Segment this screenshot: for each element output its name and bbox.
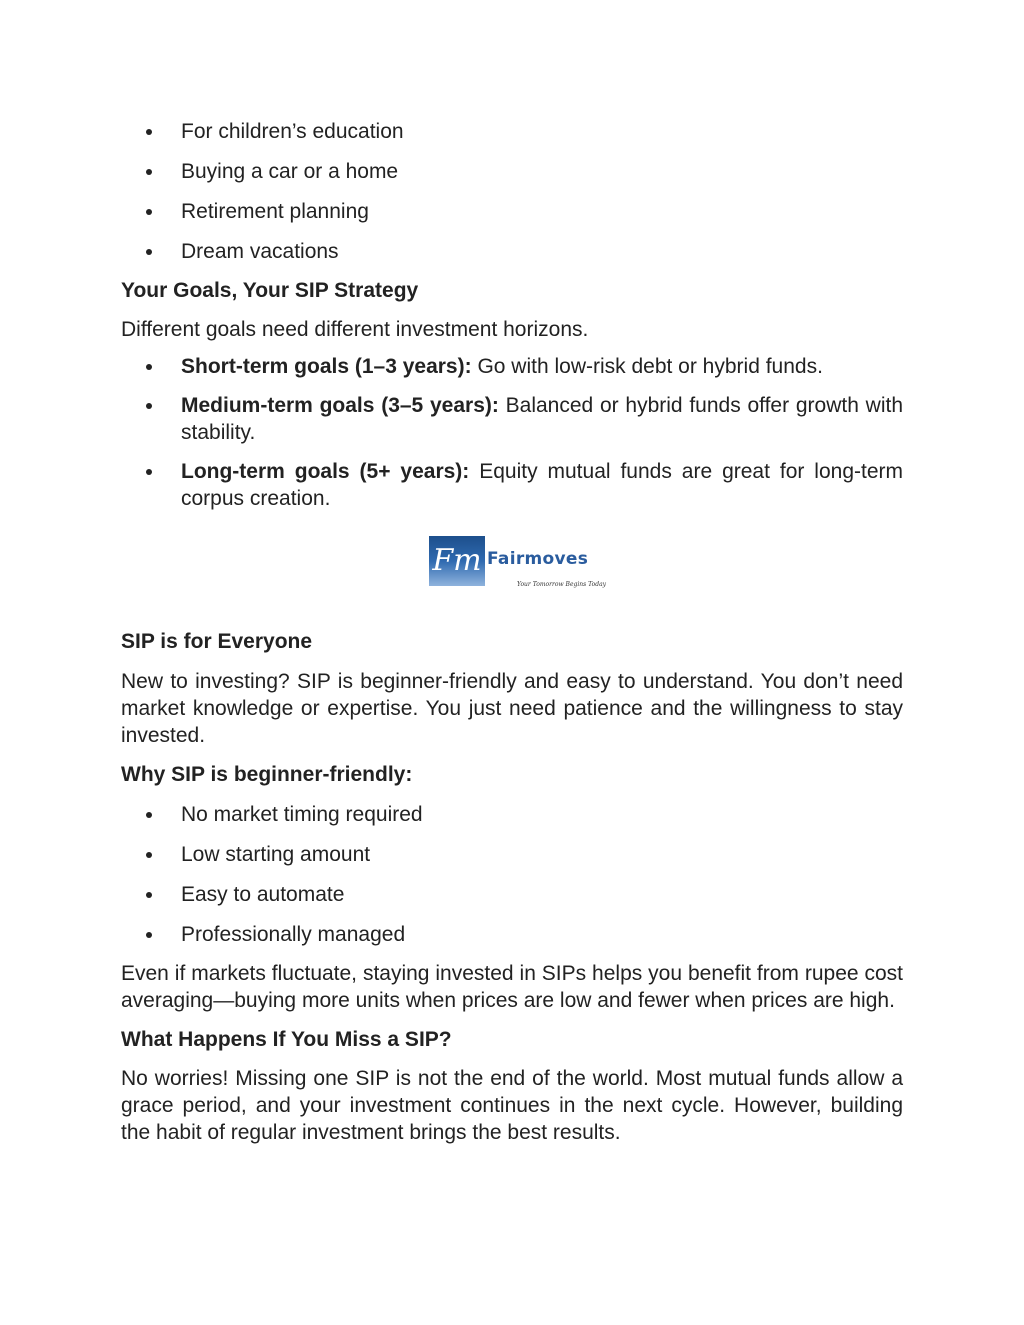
- goals-intro: Different goals need different investment horizons.: [121, 318, 589, 341]
- miss-sip-paragraph: No worries! Missing one SIP is not the end of the world. Most mutual funds allow a grace period, and your investment continues in the next cycle. However, building the habit of regular investment brings the best results.: [121, 1067, 903, 1144]
- list-item: Buying a car or a home: [121, 158, 903, 185]
- list-item: Short-term goals (1–3 years): Go with low-risk debt or hybrid funds.: [121, 353, 903, 380]
- list-item: Easy to automate: [121, 881, 903, 908]
- goal-purpose-list: [121, 118, 903, 265]
- brand-tagline: Your Tomorrow Begins Today: [517, 581, 607, 588]
- list-item: No market timing required: [121, 801, 903, 828]
- heading-miss-sip: What Happens If You Miss a SIP?: [121, 1028, 452, 1051]
- fairmoves-logo: [121, 528, 903, 628]
- document-content: [121, 118, 903, 1146]
- heading-why-beginner-friendly: Why SIP is beginner-friendly:: [121, 763, 413, 786]
- bullet-icon: [146, 812, 152, 818]
- list-item: Medium-term goals (3–5 years): Balanced or hybrid funds offer growth with stability.: [121, 392, 903, 446]
- bullet-icon: [146, 852, 152, 858]
- beginner-friendly-list: [121, 801, 903, 948]
- bullet-icon: [146, 129, 152, 135]
- brand-name: Fairmoves: [487, 549, 589, 569]
- list-item: Retirement planning: [121, 198, 903, 225]
- list-item: For children’s education: [121, 118, 903, 145]
- fluctuate-paragraph: Even if markets fluctuate, staying invested in SIPs helps you benefit from rupee cost averaging—buying more units when prices are low and fewer when prices are high.: [121, 962, 903, 1012]
- bullet-icon: [146, 169, 152, 175]
- bullet-icon: [146, 932, 152, 938]
- list-item: Dream vacations: [121, 238, 903, 265]
- goal-horizon-list: [121, 353, 903, 512]
- bullet-icon: [146, 249, 152, 255]
- bullet-icon: [146, 364, 152, 370]
- bullet-icon: [146, 209, 152, 215]
- heading-sip-for-everyone: SIP is for Everyone: [121, 630, 313, 653]
- bullet-icon: [146, 403, 152, 409]
- everyone-paragraph: New to investing? SIP is beginner-friendly and easy to understand. You don’t need market knowledge or expertise. You just need patience and the willingness to stay invested.: [121, 670, 903, 747]
- bullet-icon: [146, 469, 152, 475]
- heading-goals-strategy: Your Goals, Your SIP Strategy: [121, 279, 419, 302]
- bullet-icon: [146, 892, 152, 898]
- list-item: Long-term goals (5+ years): Equity mutual funds are great for long-term corpus creation.: [121, 458, 903, 512]
- monogram-logo-icon: Fm: [429, 536, 485, 586]
- list-item: Low starting amount: [121, 841, 903, 868]
- list-item: Professionally managed: [121, 921, 903, 948]
